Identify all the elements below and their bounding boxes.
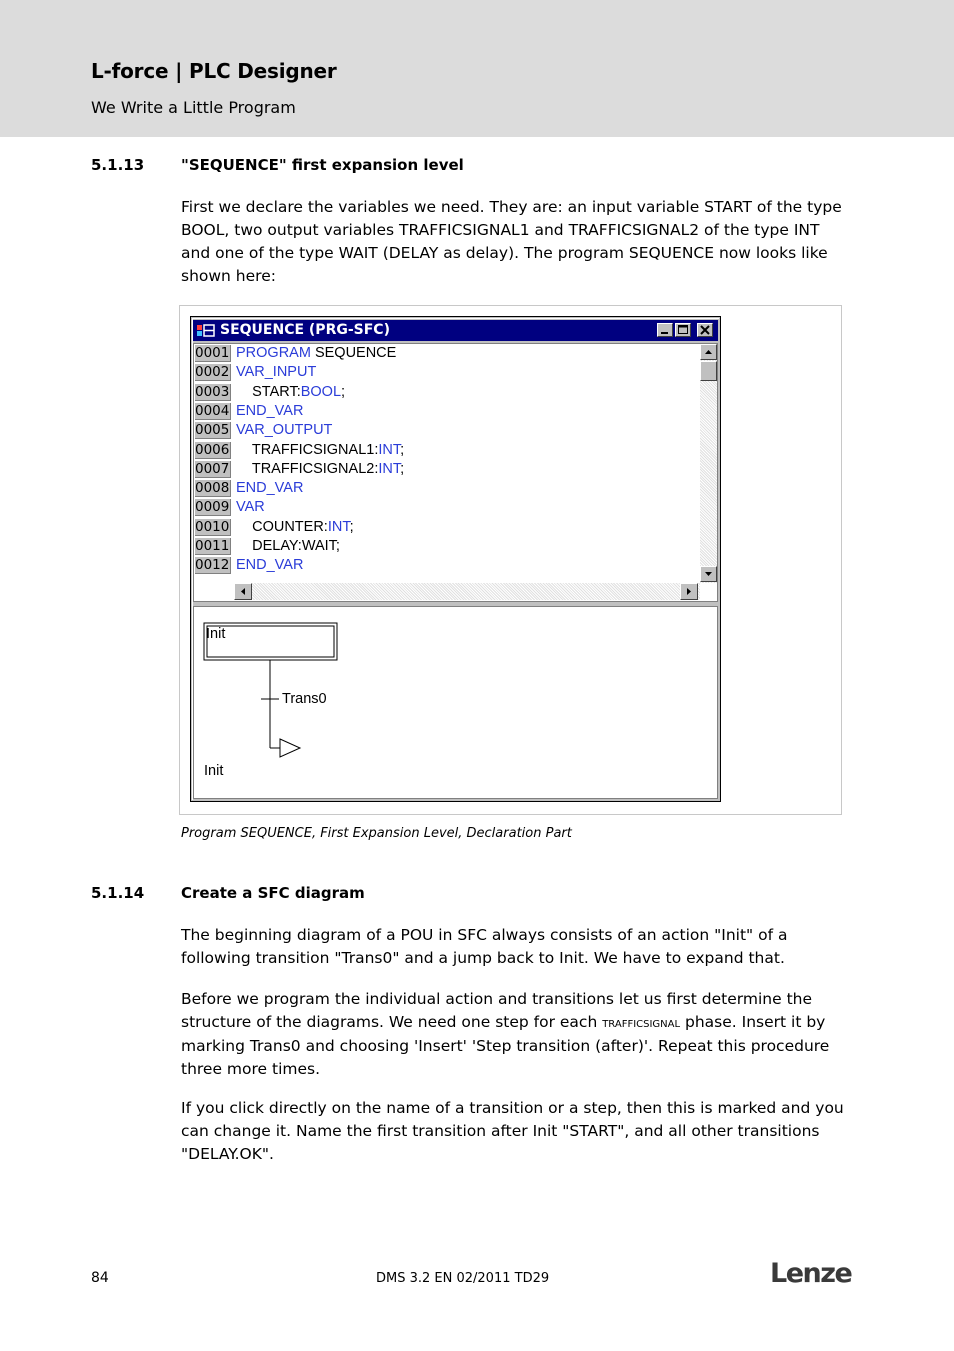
scroll-left-button[interactable] <box>234 583 252 600</box>
code-line[interactable] <box>194 363 699 382</box>
code-text[interactable] <box>236 442 404 459</box>
code-keyword: VAR_INPUT <box>236 364 317 381</box>
chapter-title: We Write a Little Program <box>91 98 296 117</box>
product-title: L-force | PLC Designer <box>91 59 337 83</box>
code-line[interactable] <box>194 402 699 421</box>
code-token: ; <box>400 460 405 477</box>
vertical-scrollbar[interactable] <box>700 344 717 583</box>
lenze-logo: Lenze <box>770 1258 852 1289</box>
arrow-up-icon <box>701 345 716 359</box>
transition-label[interactable]: Trans0 <box>282 691 327 707</box>
arrow-down-icon <box>701 567 716 581</box>
paragraph-2 <box>181 988 846 1081</box>
code-text[interactable] <box>236 538 340 555</box>
code-text[interactable] <box>236 403 303 420</box>
code-text[interactable] <box>236 480 303 497</box>
code-line[interactable] <box>194 441 699 460</box>
window-title: SEQUENCE (PRG-SFC) <box>220 322 390 338</box>
line-number: 0005 <box>195 422 230 439</box>
code-text[interactable] <box>236 519 354 536</box>
section-title: "SEQUENCE" first expansion level <box>181 156 464 174</box>
init-step-label[interactable]: Init <box>206 626 226 642</box>
code-line[interactable] <box>194 460 699 479</box>
code-token: START: <box>236 383 301 400</box>
code-keyword: INT <box>378 441 401 458</box>
code-token: ; <box>400 441 405 458</box>
editor-window <box>190 316 721 802</box>
sfc-diagram <box>194 607 717 798</box>
scroll-thumb[interactable] <box>700 361 717 381</box>
code-line[interactable] <box>194 479 699 498</box>
code-keyword: END_VAR <box>236 480 304 497</box>
code-text[interactable] <box>236 384 345 401</box>
scroll-right-button[interactable] <box>680 583 698 600</box>
line-number: 0006 <box>195 441 230 458</box>
section-number-2: 5.1.14 <box>91 884 145 902</box>
close-button[interactable] <box>697 323 713 337</box>
code-text[interactable] <box>236 499 265 516</box>
horizontal-scrollbar[interactable] <box>234 583 700 600</box>
code-keyword: VAR <box>236 499 265 516</box>
code-token: SEQUENCE <box>310 345 397 361</box>
sfc-app-icon <box>197 324 215 337</box>
line-number: 0010 <box>195 518 230 535</box>
line-number: 0002 <box>195 364 230 381</box>
maximize-icon <box>676 324 690 336</box>
code-keyword: END_VAR <box>236 402 304 419</box>
code-text[interactable] <box>236 557 303 574</box>
line-number: 0011 <box>195 538 230 554</box>
line-number: 0008 <box>195 480 230 497</box>
line-number: 0007 <box>195 460 230 477</box>
line-number: 0012 <box>195 557 230 574</box>
line-number: 0009 <box>195 499 230 516</box>
paragraph-2-text-b: phase. Insert it by marking Trans0 and choosing 'Insert' 'Step transition (after)'. Repeat this procedure three more times. <box>181 1013 830 1078</box>
code-keyword: PROGRAM <box>236 345 311 361</box>
arrow-left-icon <box>235 584 251 599</box>
code-keyword: INT <box>327 518 350 535</box>
code-text[interactable] <box>236 461 404 478</box>
paragraph-2-smallcaps: trafficsignal <box>602 1015 681 1031</box>
code-token: DELAY:WAIT; <box>236 538 340 554</box>
code-line[interactable] <box>194 344 699 363</box>
code-token: COUNTER: <box>236 518 328 535</box>
paragraph-3: If you click directly on the name of a transition or a step, then this is marked and you can change it. Name the first transition after Init "START", and all other transitions "DELAY.OK". <box>181 1099 844 1163</box>
page-number: 84 <box>91 1270 109 1286</box>
scroll-down-button[interactable] <box>700 566 717 582</box>
maximize-button[interactable] <box>675 323 691 337</box>
code-text[interactable] <box>236 345 396 362</box>
code-text[interactable] <box>236 364 316 381</box>
code-line[interactable] <box>194 537 699 556</box>
code-line[interactable] <box>194 421 699 440</box>
code-token: TRAFFICSIGNAL1: <box>236 441 379 458</box>
line-number: 0003 <box>195 383 230 400</box>
section-title-2: Create a SFC diagram <box>181 884 365 902</box>
line-number: 0001 <box>195 345 230 361</box>
code-token: ; <box>341 383 346 400</box>
section-number: 5.1.13 <box>91 156 145 174</box>
sfc-editor[interactable] <box>193 606 718 799</box>
code-keyword: INT <box>378 460 401 477</box>
code-line[interactable] <box>194 556 699 575</box>
paragraph-2-text-a: Before we program the individual action and transitions let us first determine the structure of the diagrams. We need one step for each <box>181 990 813 1031</box>
jump-target-label[interactable]: Init <box>204 763 224 779</box>
document-id: DMS 3.2 EN 02/2011 TD29 <box>376 1271 550 1286</box>
declaration-editor[interactable] <box>193 343 718 602</box>
line-number: 0004 <box>195 402 230 419</box>
arrow-right-icon <box>681 584 697 599</box>
figure-caption: Program SEQUENCE, First Expansion Level, Declaration Part <box>181 826 572 841</box>
paragraph: First we declare the variables we need. They are: an input variable START of the type BOOL, two output variables TRAFFICSIGNAL1 and TRAFFICSIGNAL2 of the type INT and one of the type WAIT (DELAY as delay). The program SEQUENCE now looks like shown here: <box>181 198 842 285</box>
code-keyword: END_VAR <box>236 557 304 574</box>
window-titlebar[interactable] <box>193 320 718 341</box>
code-token: ; <box>349 518 354 535</box>
close-icon <box>698 324 712 336</box>
code-line[interactable] <box>194 498 699 517</box>
code-keyword: VAR_OUTPUT <box>236 422 333 439</box>
scroll-up-button[interactable] <box>700 344 717 360</box>
code-token: TRAFFICSIGNAL2: <box>236 460 379 477</box>
code-line[interactable] <box>194 518 699 537</box>
jump-arrow-icon <box>280 739 300 757</box>
paragraph-1: The beginning diagram of a POU in SFC always consists of an action "Init" of a following transition "Trans0" and a jump back to Init. We have to expand that. <box>181 926 788 967</box>
code-keyword: BOOL <box>300 383 342 400</box>
code-line[interactable] <box>194 383 699 402</box>
code-text[interactable] <box>236 422 332 439</box>
minimize-icon <box>658 324 672 336</box>
minimize-button[interactable] <box>657 323 673 337</box>
